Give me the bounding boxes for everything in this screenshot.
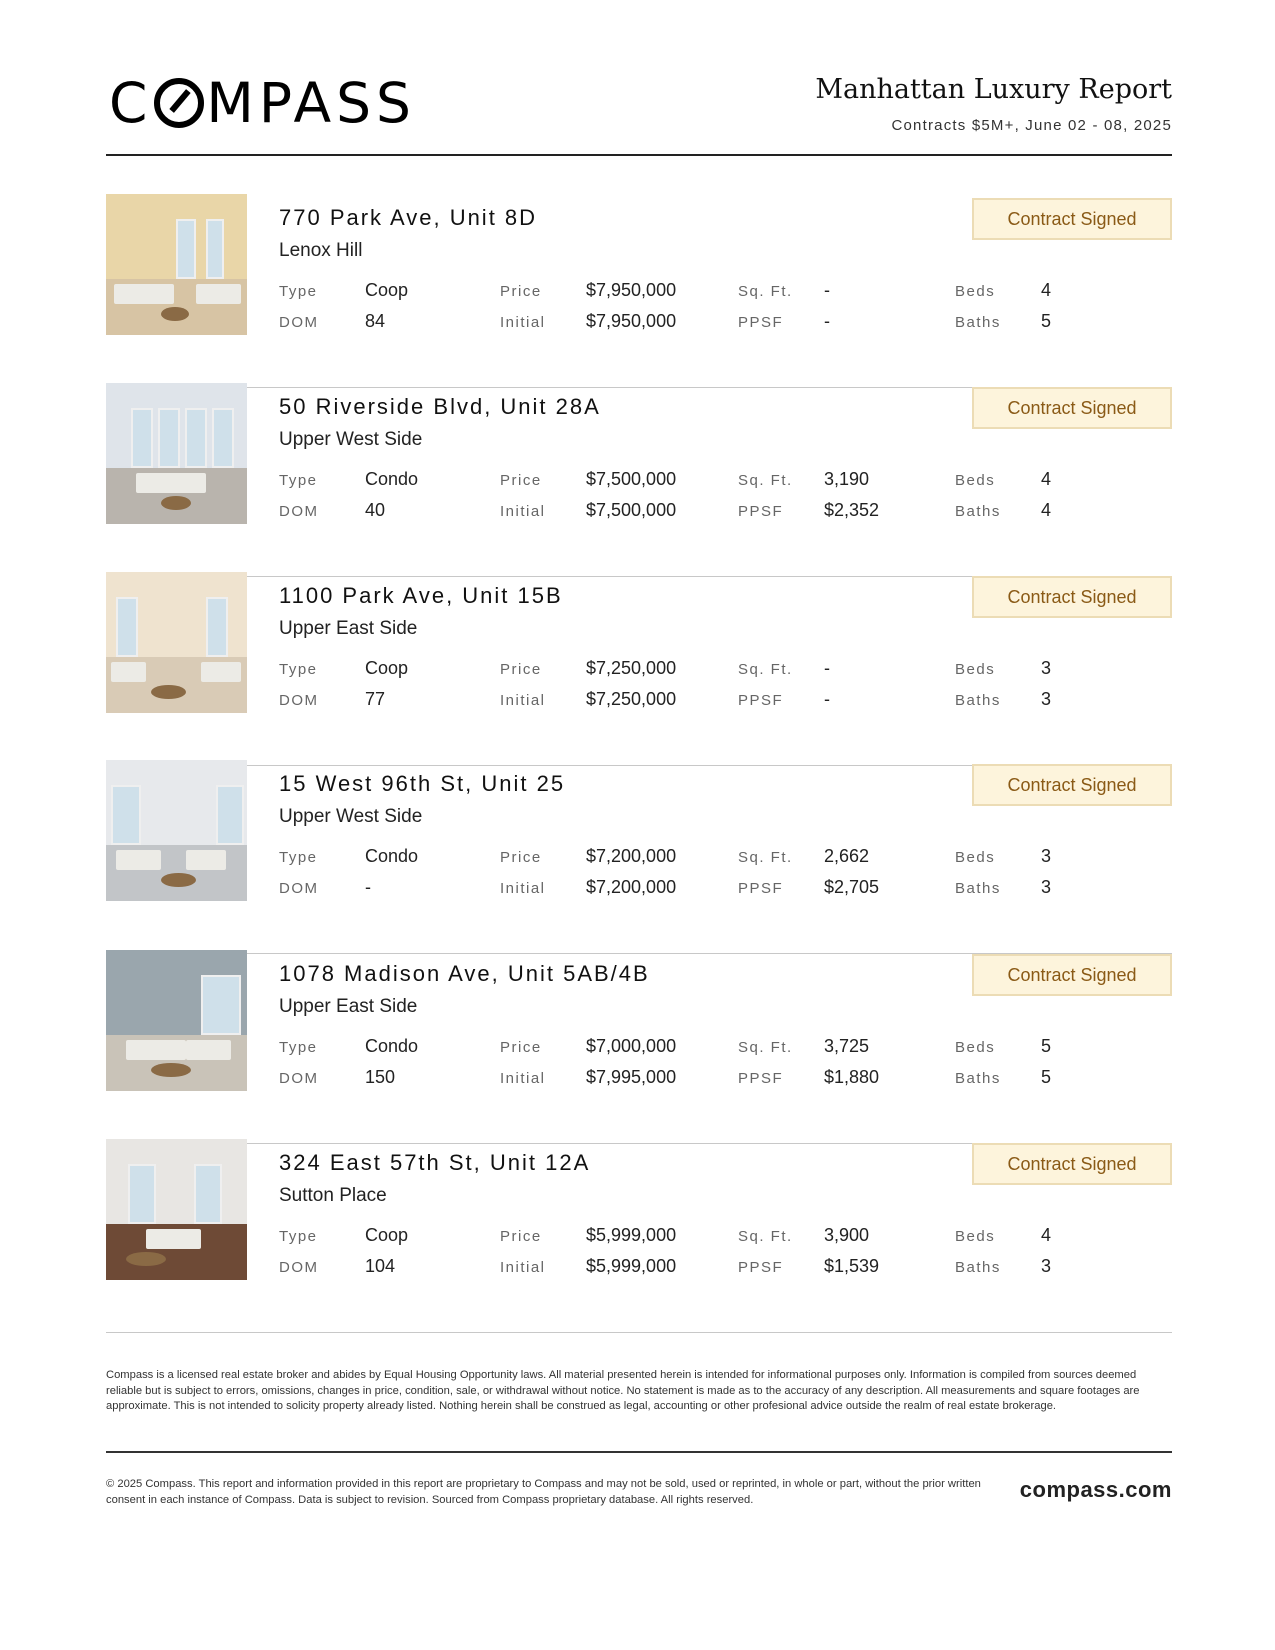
value-sqft: 3,900 — [824, 1225, 870, 1245]
status-badge: Contract Signed — [972, 387, 1172, 429]
value-beds: 4 — [1041, 469, 1052, 489]
listing-neighborhood: Lenox Hill — [279, 240, 363, 261]
label-baths: Baths — [955, 692, 1001, 709]
value-sqft: 3,190 — [824, 469, 870, 489]
listing-neighborhood: Upper East Side — [279, 618, 418, 639]
value-beds: 4 — [1041, 280, 1052, 300]
label-ppsf: PPSF — [738, 503, 784, 520]
compass-logo: C MPASS — [109, 71, 416, 135]
photo-sofa — [196, 284, 241, 304]
label-price: Price — [500, 661, 542, 678]
photo-table — [161, 307, 189, 321]
listing-address[interactable]: 770 Park Ave, Unit 8D — [279, 205, 538, 230]
status-badge: Contract Signed — [972, 198, 1172, 240]
listing-photo[interactable] — [106, 383, 247, 524]
photo-table — [126, 1252, 166, 1266]
value-beds: 3 — [1041, 658, 1052, 678]
label-beds: Beds — [955, 1228, 996, 1245]
listing-neighborhood: Upper East Side — [279, 996, 418, 1017]
label-initial: Initial — [500, 1259, 546, 1276]
label-type: Type — [279, 472, 318, 489]
value-dom: 150 — [365, 1067, 396, 1087]
listing-row — [106, 760, 1172, 954]
photo-window — [131, 408, 153, 467]
label-type: Type — [279, 661, 318, 678]
listing-address[interactable]: 1078 Madison Ave, Unit 5AB/4B — [279, 961, 650, 986]
photo-window — [128, 1164, 156, 1223]
listing-neighborhood: Sutton Place — [279, 1185, 387, 1206]
photo-sofa — [186, 850, 226, 870]
footer-divider — [106, 1451, 1172, 1453]
listing-neighborhood: Upper West Side — [279, 429, 423, 450]
photo-window — [206, 219, 224, 278]
listing-photo[interactable] — [106, 194, 247, 335]
value-dom: 77 — [365, 689, 386, 709]
photo-table — [151, 1063, 191, 1077]
value-ppsf: $1,880 — [824, 1067, 880, 1087]
label-dom: DOM — [279, 1070, 319, 1087]
value-initial: $7,950,000 — [586, 311, 677, 331]
value-dom: 40 — [365, 500, 386, 520]
label-dom: DOM — [279, 503, 319, 520]
value-type: Coop — [365, 658, 409, 678]
label-sqft: Sq. Ft. — [738, 1228, 793, 1245]
value-beds: 4 — [1041, 1225, 1052, 1245]
value-sqft: - — [824, 658, 830, 678]
value-initial: $7,200,000 — [586, 877, 677, 897]
photo-sofa — [114, 284, 174, 304]
label-baths: Baths — [955, 880, 1001, 897]
photo-sofa — [111, 662, 146, 682]
disclaimer-text: Compass is a licensed real estate broker and abides by Equal Housing Opportunity laws. All material presented herein is intended for informational purposes only. Information is compiled from sources deemed reliable but is subject to errors, omissions, changes in price, condition, sale, or withdrawal without notice. No statement is made as to the accuracy of any description. All measurements and square footages are approximate. This is not intended to solicity property already listed. Nothing herein shall be construed as legal, accounting or other profesional advice outside the realm of real estate brokerage. — [106, 1369, 1140, 1412]
value-ppsf: - — [824, 689, 830, 709]
photo-sofa — [136, 473, 206, 493]
value-baths: 4 — [1041, 500, 1052, 520]
label-initial: Initial — [500, 692, 546, 709]
value-type: Coop — [365, 280, 409, 300]
photo-window — [158, 408, 180, 467]
report-subtitle: Contracts $5M+, June 02 - 08, 2025 — [891, 117, 1172, 134]
value-ppsf: $2,705 — [824, 877, 880, 897]
label-dom: DOM — [279, 314, 319, 331]
value-baths: 3 — [1041, 877, 1052, 897]
label-beds: Beds — [955, 661, 996, 678]
value-beds: 5 — [1041, 1036, 1052, 1056]
label-sqft: Sq. Ft. — [738, 1039, 793, 1056]
label-sqft: Sq. Ft. — [738, 283, 793, 300]
label-beds: Beds — [955, 1039, 996, 1056]
label-baths: Baths — [955, 503, 1001, 520]
label-dom: DOM — [279, 1259, 319, 1276]
value-dom: 104 — [365, 1256, 396, 1276]
listing-row — [106, 1139, 1172, 1333]
label-type: Type — [279, 849, 318, 866]
label-baths: Baths — [955, 1070, 1001, 1087]
label-ppsf: PPSF — [738, 1070, 784, 1087]
label-baths: Baths — [955, 1259, 1001, 1276]
label-dom: DOM — [279, 692, 319, 709]
label-baths: Baths — [955, 314, 1001, 331]
value-baths: 5 — [1041, 1067, 1052, 1087]
label-beds: Beds — [955, 472, 996, 489]
value-sqft: 3,725 — [824, 1036, 870, 1056]
listing-address[interactable]: 15 West 96th St, Unit 25 — [279, 771, 566, 796]
value-price: $7,200,000 — [586, 846, 677, 866]
label-beds: Beds — [955, 283, 996, 300]
photo-window — [201, 975, 241, 1034]
label-price: Price — [500, 849, 542, 866]
value-ppsf: - — [824, 311, 830, 331]
listing-photo[interactable] — [106, 572, 247, 713]
label-dom: DOM — [279, 880, 319, 897]
listing-row — [106, 950, 1172, 1144]
listing-row — [106, 194, 1172, 388]
listing-neighborhood: Upper West Side — [279, 806, 423, 827]
label-type: Type — [279, 283, 318, 300]
status-badge: Contract Signed — [972, 954, 1172, 996]
listing-address[interactable]: 1100 Park Ave, Unit 15B — [279, 583, 563, 608]
value-baths: 3 — [1041, 1256, 1052, 1276]
header-divider — [106, 154, 1172, 156]
value-type: Condo — [365, 846, 419, 866]
value-initial: $5,999,000 — [586, 1256, 677, 1276]
label-sqft: Sq. Ft. — [738, 661, 793, 678]
value-ppsf: $1,539 — [824, 1256, 880, 1276]
photo-window — [206, 597, 228, 656]
value-sqft: - — [824, 280, 830, 300]
value-type: Condo — [365, 1036, 419, 1056]
status-badge: Contract Signed — [972, 764, 1172, 806]
label-initial: Initial — [500, 1070, 546, 1087]
status-badge: Contract Signed — [972, 576, 1172, 618]
photo-table — [161, 496, 191, 510]
label-price: Price — [500, 1039, 542, 1056]
value-initial: $7,500,000 — [586, 500, 677, 520]
report-header — [106, 72, 1172, 156]
photo-sofa — [126, 1040, 186, 1060]
listing-photo[interactable] — [106, 1139, 247, 1280]
value-dom: 84 — [365, 311, 386, 331]
listing-address[interactable]: 324 East 57th St, Unit 12A — [279, 1150, 591, 1175]
label-sqft: Sq. Ft. — [738, 849, 793, 866]
value-price: $7,000,000 — [586, 1036, 677, 1056]
value-initial: $7,995,000 — [586, 1067, 677, 1087]
label-type: Type — [279, 1228, 318, 1245]
value-price: $7,250,000 — [586, 658, 677, 678]
value-price: $5,999,000 — [586, 1225, 677, 1245]
label-initial: Initial — [500, 503, 546, 520]
photo-window — [116, 597, 138, 656]
listing-row — [106, 383, 1172, 577]
value-price: $7,950,000 — [586, 280, 677, 300]
label-initial: Initial — [500, 314, 546, 331]
value-price: $7,500,000 — [586, 469, 677, 489]
value-ppsf: $2,352 — [824, 500, 880, 520]
value-dom: - — [365, 877, 371, 897]
label-sqft: Sq. Ft. — [738, 472, 793, 489]
photo-sofa — [116, 850, 161, 870]
photo-table — [161, 873, 196, 887]
photo-window — [185, 408, 207, 467]
report-title: Manhattan Luxury Report — [815, 74, 1172, 105]
listing-row — [106, 572, 1172, 766]
value-sqft: 2,662 — [824, 846, 870, 866]
value-type: Coop — [365, 1225, 409, 1245]
value-beds: 3 — [1041, 846, 1052, 866]
photo-window — [194, 1164, 222, 1223]
label-ppsf: PPSF — [738, 692, 784, 709]
listing-photo[interactable] — [106, 950, 247, 1091]
listing-photo[interactable] — [106, 760, 247, 901]
label-type: Type — [279, 1039, 318, 1056]
value-type: Condo — [365, 469, 419, 489]
status-badge: Contract Signed — [972, 1143, 1172, 1185]
label-beds: Beds — [955, 849, 996, 866]
photo-window — [176, 219, 196, 278]
copyright-text: © 2025 Compass. This report and information provided in this report are proprietary to Compass and may not be sold, used or reprinted, in whole or part, without the prior written consent in each instance of Compass. Data is subject to revision. Sourced from Compass proprietary database. All rights reserved. — [106, 1478, 981, 1506]
label-price: Price — [500, 1228, 542, 1245]
label-price: Price — [500, 283, 542, 300]
photo-sofa — [186, 1040, 231, 1060]
label-initial: Initial — [500, 880, 546, 897]
photo-window — [216, 785, 244, 844]
compass-site-link[interactable]: compass.com — [1019, 1477, 1172, 1502]
label-ppsf: PPSF — [738, 1259, 784, 1276]
value-initial: $7,250,000 — [586, 689, 677, 709]
value-baths: 3 — [1041, 689, 1052, 709]
listing-address[interactable]: 50 Riverside Blvd, Unit 28A — [279, 394, 601, 419]
photo-table — [151, 685, 186, 699]
listing-divider — [106, 1332, 1172, 1333]
photo-window — [111, 785, 141, 844]
photo-window — [212, 408, 234, 467]
value-baths: 5 — [1041, 311, 1052, 331]
photo-sofa — [201, 662, 241, 682]
photo-sofa — [146, 1229, 201, 1249]
label-ppsf: PPSF — [738, 314, 784, 331]
label-ppsf: PPSF — [738, 880, 784, 897]
label-price: Price — [500, 472, 542, 489]
